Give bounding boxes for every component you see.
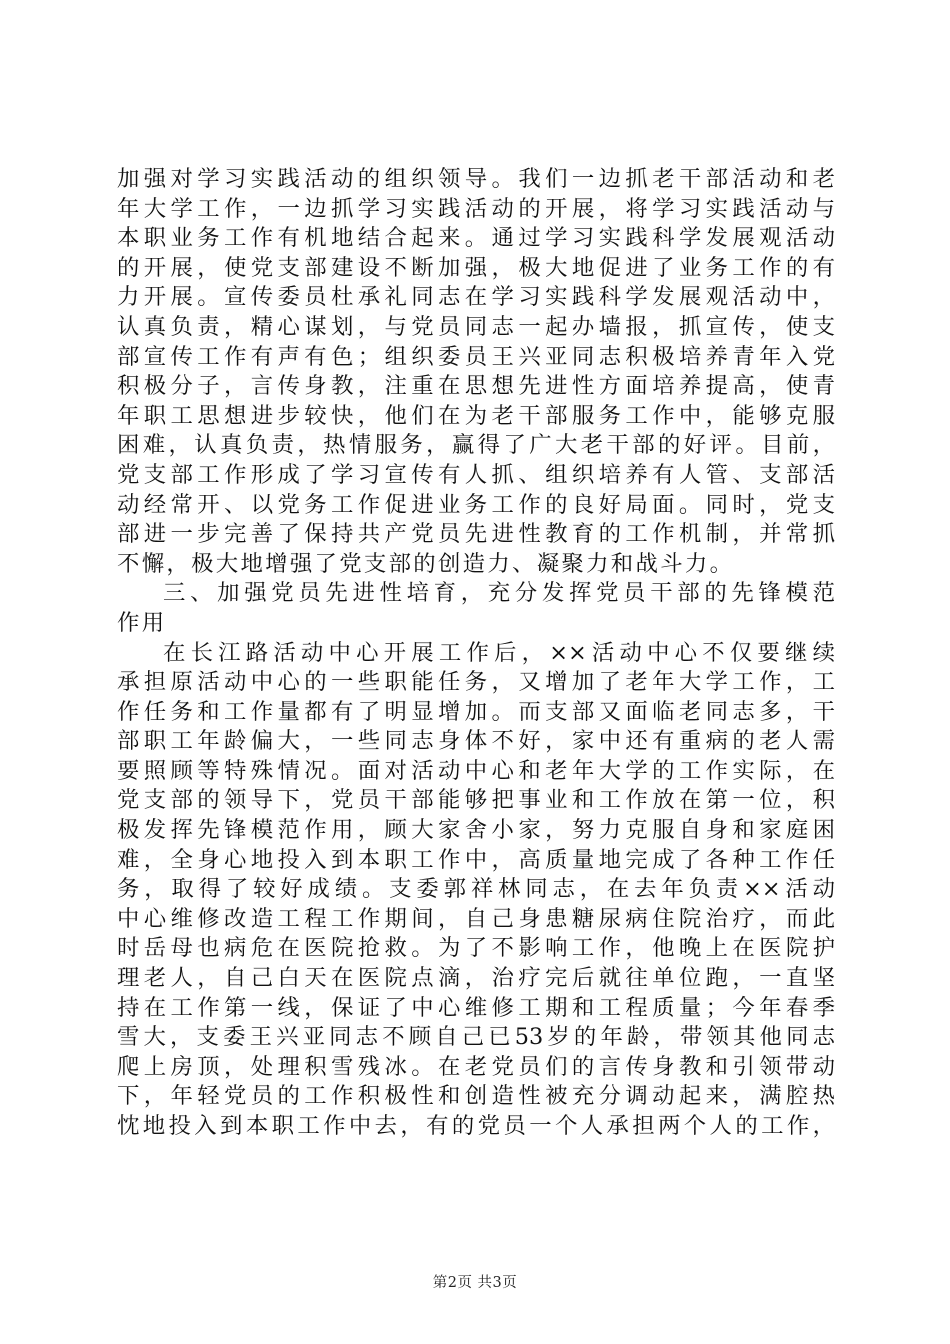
text-line: 动经常开、以党务工作促进业务工作的良好局面。同时，党支 [117, 491, 835, 518]
document-body [117, 165, 835, 1142]
text-line: 的开展，使党支部建设不断加强，极大地促进了业务工作的有 [117, 254, 835, 281]
text-line: 务，取得了较好成绩。支委郭祥林同志，在去年负责××活动 [117, 876, 835, 903]
text-line: 困难，认真负责，热情服务，赢得了广大老干部的好评。目前， [117, 432, 835, 459]
text-line: 党支部工作形成了学习宣传有人抓、组织培养有人管、支部活 [117, 461, 835, 488]
text-line: 不懈，极大地增强了党支部的创造力、凝聚力和战斗力。 [117, 550, 735, 577]
text-line: 下，年轻党员的工作积极性和创造性被充分调动起来，满腔热 [117, 1083, 835, 1110]
section-heading-continuation: 作用 [117, 609, 167, 636]
text-line: 雪大，支委王兴亚同志不顾自己已53岁的年龄，带领其他同志 [117, 1024, 835, 1051]
paragraph-start: 在长江路活动中心开展工作后，××活动中心不仅要继续 [163, 639, 835, 666]
text-line: 年大学工作，一边抓学习实践活动的开展，将学习实践活动与 [117, 195, 835, 222]
text-line: 积极分子，言传身教，注重在思想先进性方面培养提高，使青 [117, 373, 835, 400]
text-line: 加强对学习实践活动的组织领导。我们一边抓老干部活动和老 [117, 166, 835, 192]
text-line: 部宣传工作有声有色；组织委员王兴亚同志积极培养青年入党 [117, 343, 835, 370]
text-line: 理老人，自己白天在医院点滴，治疗完后就往单位跑，一直坚 [117, 965, 835, 992]
text-line: 部职工年龄偏大，一些同志身体不好，家中还有重病的老人需 [117, 728, 835, 755]
text-line: 中心维修改造工程工作期间，自己身患糖尿病住院治疗，而此 [117, 905, 835, 932]
text-line: 年职工思想进步较快，他们在为老干部服务工作中，能够克服 [117, 402, 835, 429]
text-line: 认真负责，精心谋划，与党员同志一起办墙报，抓宣传，使支 [117, 313, 835, 340]
text-line: 持在工作第一线，保证了中心维修工期和工程质量；今年春季 [117, 994, 835, 1021]
page-number-footer: 第2页 共3页 [432, 1275, 518, 1291]
text-line: 时岳母也病危在医院抢救。为了不影响工作，他晚上在医院护 [117, 935, 835, 962]
text-line: 本职业务工作有机地结合起来。通过学习实践科学发展观活动 [117, 225, 835, 252]
text-line: 作任务和工作量都有了明显增加。而支部又面临老同志多，干 [117, 698, 835, 725]
text-line: 党支部的领导下，党员干部能够把事业和工作放在第一位，积 [117, 787, 835, 814]
text-line: 忱地投入到本职工作中去，有的党员一个人承担两个人的工作， [117, 1113, 835, 1139]
text-line: 承担原活动中心的一些职能任务，又增加了老年大学工作，工 [117, 669, 835, 696]
text-line: 难，全身心地投入到本职工作中，高质量地完成了各种工作任 [117, 846, 835, 873]
section-heading: 三、加强党员先进性培育，充分发挥党员干部的先锋模范 [163, 580, 835, 607]
text-line: 爬上房顶，处理积雪残冰。在老党员们的言传身教和引领带动 [117, 1053, 835, 1080]
text-line: 部进一步完善了保持共产党员先进性教育的工作机制，并常抓 [117, 521, 835, 548]
text-line: 极发挥先锋模范作用，顾大家舍小家，努力克服自身和家庭困 [117, 817, 835, 844]
text-line: 要照顾等特殊情况。面对活动中心和老年大学的工作实际，在 [117, 757, 835, 784]
text-line: 力开展。宣传委员杜承礼同志在学习实践科学发展观活动中， [117, 284, 835, 311]
